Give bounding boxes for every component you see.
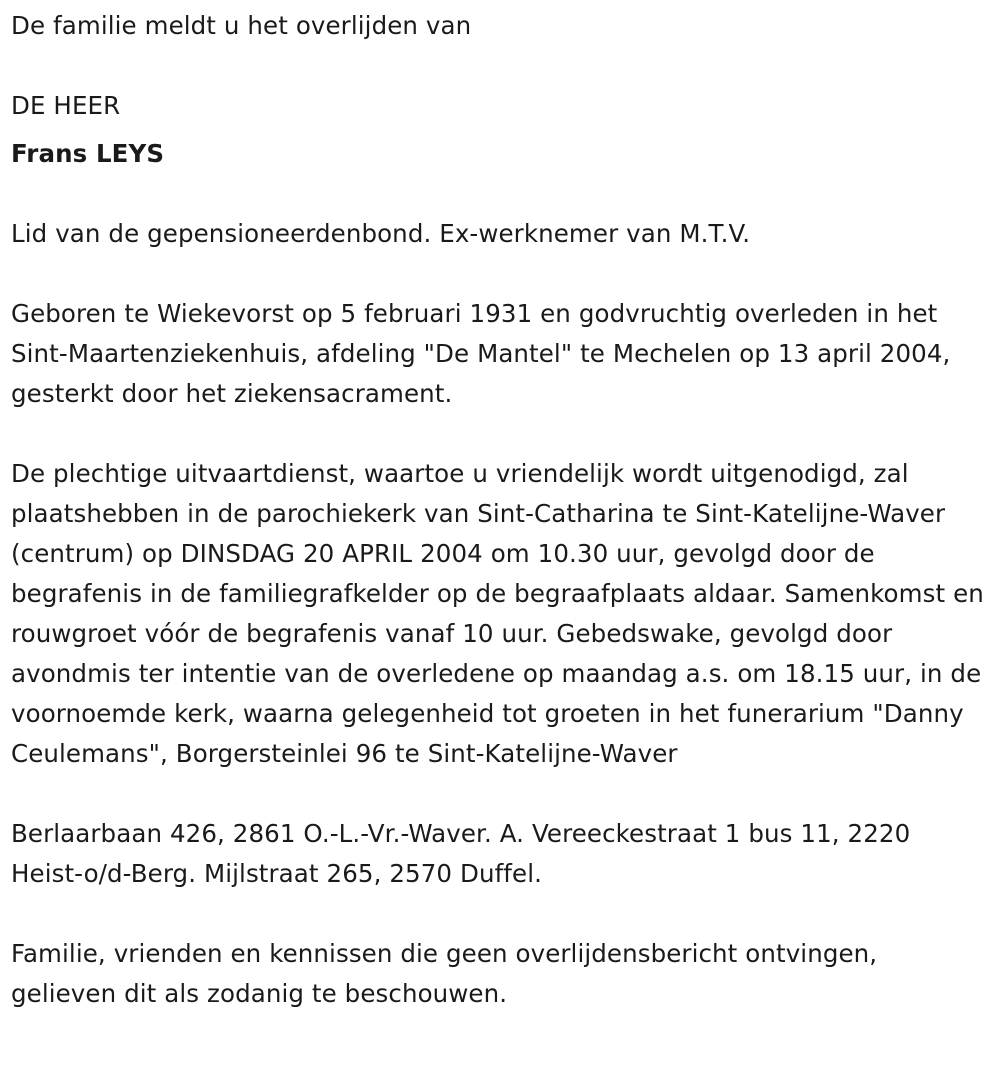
funeral-paragraph: De plechtige uitvaartdienst, waartoe u vriendelijk wordt uitgenodigd, zal plaatshebben in de parochiekerk van Sint-Catharina te Sint-Katelijne-Waver (centrum) op DINSDAG 20 APRIL 2004 om 10.30 uur, gevolgd door de begrafenis in de familiegrafkelder op de begraafplaats aldaar. Samenkomst en rouwgroet vóór de begrafenis vanaf 10 uur. Gebedswake, gevolgd door avondmis ter intentie van de overledene op maandag a.s. om 18.15 uur, in de voornoemde kerk, waarna gelegenheid tot groeten in het funerarium "Danny Ceulemans", Borgersteinlei 96 te Sint-Katelijne-Waver bbox=[11, 459, 984, 768]
death-notice bbox=[11, 6, 986, 1014]
birth-death-paragraph: Geboren te Wiekevorst op 5 februari 1931 en godvruchtig overleden in het Sint-Maartenziekenhuis, afdeling "De Mantel" te Mechelen op 13 april 2004, gesterkt door het ziekensacrament. bbox=[11, 299, 951, 408]
intro-line: De familie meldt u het overlijden van bbox=[11, 11, 472, 40]
addresses-paragraph: Berlaarbaan 426, 2861 O.-L.-Vr.-Waver. A. Vereeckestraat 1 bus 11, 2220 Heist-o/d-Berg. Mijlstraat 265, 2570 Duffel. bbox=[11, 819, 911, 888]
honorific: DE HEER bbox=[11, 91, 121, 120]
deceased-name: Frans LEYS bbox=[11, 139, 165, 168]
membership-line: Lid van de gepensioneerdenbond. Ex-werknemer van M.T.V. bbox=[11, 219, 751, 248]
closing-paragraph: Familie, vrienden en kennissen die geen overlijdensbericht ontvingen, gelieven dit als zodanig te beschouwen. bbox=[11, 939, 878, 1008]
